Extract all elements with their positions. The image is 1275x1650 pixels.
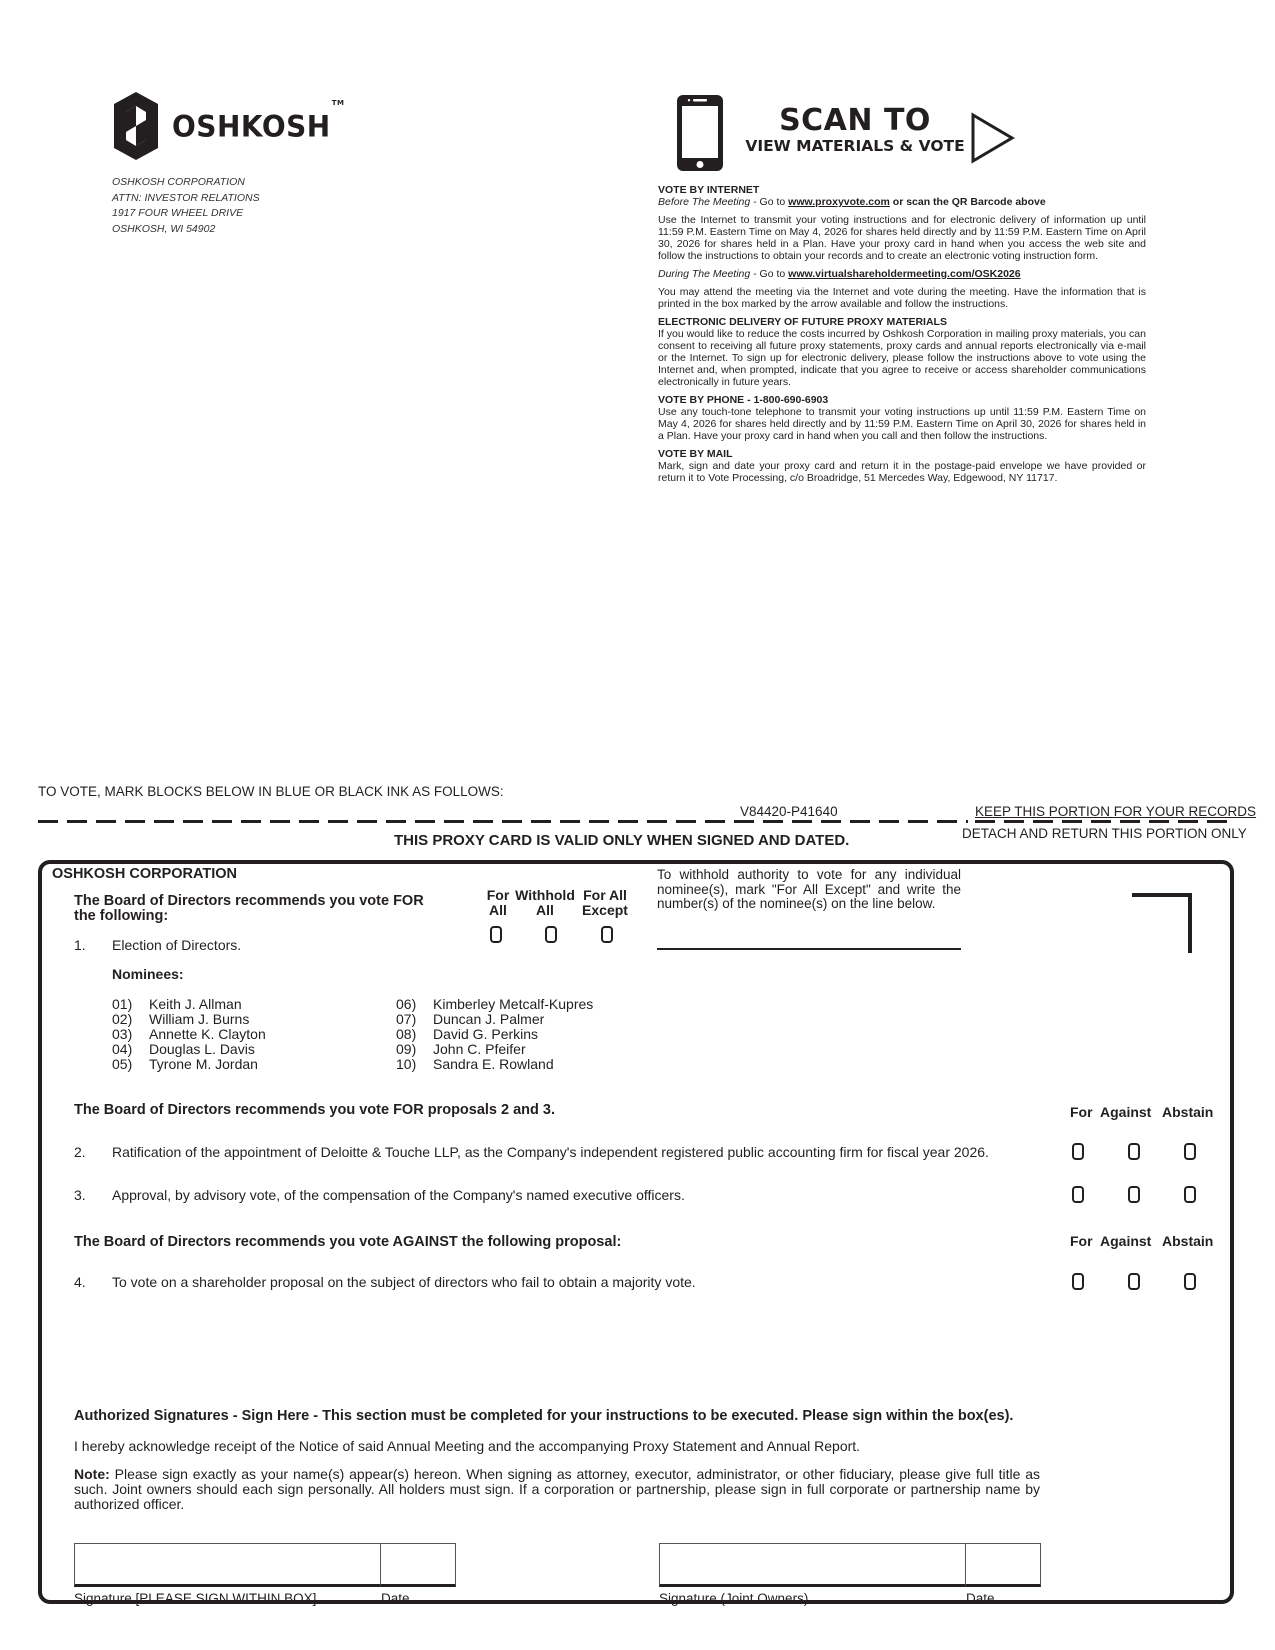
- mark-instructions: TO VOTE, MARK BLOCKS BELOW IN BLUE OR BLACK INK AS FOLLOWS:: [38, 784, 504, 799]
- scan-title: SCAN TO: [779, 103, 931, 138]
- date-box[interactable]: [380, 1543, 456, 1587]
- proposal-text: Ratification of the appointment of Deloitte & Touche LLP, as the Company's independent registered public accounting firm for fiscal year 2026.: [112, 1144, 989, 1160]
- vote-by-mail-heading: VOTE BY MAIL: [658, 448, 733, 460]
- for-all-except-checkbox[interactable]: [601, 926, 613, 943]
- keep-portion-label: KEEP THIS PORTION FOR YOUR RECORDS: [975, 804, 1257, 819]
- detach-line-right: [975, 820, 1233, 823]
- nominee-item: 10) Sandra E. Rowland: [396, 1056, 554, 1072]
- nominee-item: 01) Keith J. Allman: [112, 996, 242, 1012]
- for-column-header: For: [1070, 1233, 1093, 1249]
- joint-date-label: Date: [966, 1591, 995, 1606]
- virtual-meeting-link[interactable]: www.virtualshareholdermeeting.com/OSK2026: [788, 268, 1021, 280]
- for-all-checkbox[interactable]: [490, 926, 502, 943]
- note-label: Note:: [74, 1466, 110, 1482]
- proposal4-against-checkbox[interactable]: [1128, 1273, 1140, 1290]
- nominee-item: 02) William J. Burns: [112, 1011, 250, 1027]
- valid-notice: THIS PROXY CARD IS VALID ONLY WHEN SIGNED AND DATED.: [394, 832, 850, 849]
- section3-recommendation: The Board of Directors recommends you vote AGAINST the following proposal:: [74, 1234, 622, 1250]
- proxyvote-link[interactable]: www.proxyvote.com: [788, 196, 890, 208]
- for-all-except-header: For All Except: [582, 887, 628, 918]
- address-line: OSHKOSH CORPORATION: [112, 176, 245, 188]
- registration-corner-mark: [1132, 893, 1192, 953]
- for-all-header: For All: [486, 887, 510, 918]
- smartphone-icon: [676, 94, 724, 177]
- proposal-number: 3.: [74, 1187, 86, 1203]
- oshkosh-hexagon-icon: [112, 92, 160, 160]
- signing-note: [74, 1467, 1040, 1512]
- proposal3-abstain-checkbox[interactable]: [1184, 1186, 1196, 1203]
- company-wordmark: OSHKOSH™: [172, 98, 345, 144]
- control-number: V84420-P41640: [740, 804, 838, 819]
- scan-subtitle: VIEW MATERIALS & VOTE: [745, 137, 965, 155]
- detach-portion-label: DETACH AND RETURN THIS PORTION ONLY: [962, 826, 1247, 841]
- item-text: Election of Directors.: [112, 937, 242, 953]
- acknowledgement-text: I hereby acknowledge receipt of the Notice of said Annual Meeting and the accompanying Proxy Statement and Annual Report.: [74, 1438, 861, 1454]
- proposal-text: To vote on a shareholder proposal on the subject of directors who fail to obtain a majority vote.: [112, 1274, 696, 1290]
- withhold-all-checkbox[interactable]: [545, 926, 557, 943]
- joint-signature-label: Signature (Joint Owners): [659, 1591, 809, 1606]
- proposal2-for-checkbox[interactable]: [1072, 1143, 1084, 1160]
- detach-line: [38, 820, 968, 823]
- except-nominee-input-line[interactable]: [657, 948, 961, 950]
- address-line: ATTN: INVESTOR RELATIONS: [112, 191, 260, 204]
- signature-label: Signature [PLEASE SIGN WITHIN BOX]: [74, 1591, 317, 1606]
- during-meeting-body: You may attend the meeting via the Internet and vote during the meeting. Have the information that is printed in the box marked by the arrow available and follow the instructions.: [658, 286, 1146, 310]
- joint-date-box[interactable]: [965, 1543, 1041, 1587]
- abstain-column-header: Abstain: [1162, 1104, 1214, 1120]
- scan-to-vote-heading: [740, 105, 970, 155]
- proposal3-against-checkbox[interactable]: [1128, 1186, 1140, 1203]
- note-body: Please sign exactly as your name(s) appear(s) hereon. When signing as attorney, executor, administrator, or other fiduciary, please give full title as such. Joint owners should each sign personally. All holders must sign. If a corporation or partnership, please sign in full corporate or partnership name by authorized officer.: [74, 1466, 1040, 1512]
- vote-by-phone-heading: VOTE BY PHONE - 1-800-690-6903: [658, 394, 829, 406]
- nominees-heading: Nominees:: [112, 966, 184, 982]
- during-meeting-label: During The Meeting: [658, 268, 751, 280]
- during-meeting-line: [658, 268, 1146, 280]
- vote-by-phone-body: Use any touch-tone telephone to transmit your voting instructions up until 11:59 P.M. Eastern Time on May 4, 2026 for shares held directly and by 11:59 P.M. Eastern Time on April 30, 2026 for shares held in a Plan. Have your proxy card in hand when you call and then follow the instructions.: [658, 406, 1146, 442]
- nominee-item: 03) Annette K. Clayton: [112, 1026, 266, 1042]
- proposal4-abstain-checkbox[interactable]: [1184, 1273, 1196, 1290]
- card-company-name: OSHKOSH CORPORATION: [52, 866, 238, 882]
- nominee-list-right: [396, 997, 593, 1072]
- section1-recommendation: The Board of Directors recommends you vote FOR the following:: [74, 893, 424, 924]
- electronic-delivery-body: If you would like to reduce the costs incurred by Oshkosh Corporation in mailing proxy materials, you can consent to receiving all future proxy statements, proxy cards and annual reports electronically via e-mail or the Internet. To sign up for electronic delivery, please follow the instructions above to vote using the Internet and, when prompted, indicate that you agree to receive or access shareholder communications electronically in future years.: [658, 328, 1146, 388]
- return-address: [112, 175, 260, 237]
- proposal-text: Approval, by advisory vote, of the compensation of the Company's named executive officers.: [112, 1187, 685, 1203]
- joint-signature-box[interactable]: [659, 1543, 966, 1587]
- goto-text: - Go to: [750, 196, 789, 208]
- against-column-header: Against: [1100, 1104, 1152, 1120]
- internet-body: Use the Internet to transmit your voting instructions and for electronic delivery of information up until 11:59 P.M. Eastern Time on May 4, 2026 for shares held directly and by 11:59 P.M. Eastern Time on April 30, 2026 for shares held in a Plan. Have your proxy card in hand when you access the web site and follow the instructions to obtain your records and to create an electronic voting instruction form.: [658, 214, 1146, 262]
- date-label: Date: [381, 1591, 410, 1606]
- nominee-item: 08) David G. Perkins: [396, 1026, 539, 1042]
- nominee-item: 04) Douglas L. Davis: [112, 1041, 255, 1057]
- qr-text: or scan the QR Barcode above: [889, 196, 1046, 208]
- section2-recommendation: The Board of Directors recommends you vote FOR proposals 2 and 3.: [74, 1102, 556, 1118]
- withhold-instructions: To withhold authority to vote for any individual nominee(s), mark "For All Except" and write the number(s) of the nominee(s) on the line below.: [657, 867, 961, 911]
- vote-by-mail-body: Mark, sign and date your proxy card and return it in the postage-paid envelope we have provided or return it to Vote Processing, c/o Broadridge, 51 Mercedes Way, Edgewood, NY 11717.: [658, 460, 1146, 484]
- proposal2-against-checkbox[interactable]: [1128, 1143, 1140, 1160]
- withhold-all-header: Withhold All: [515, 887, 575, 918]
- nominee-list-left: [112, 997, 266, 1072]
- abstain-column-header: Abstain: [1162, 1233, 1214, 1249]
- proposal-number: 2.: [74, 1144, 86, 1160]
- proposal3-for-checkbox[interactable]: [1072, 1186, 1084, 1203]
- proposal-number: 4.: [74, 1274, 86, 1290]
- proposal4-for-checkbox[interactable]: [1072, 1273, 1084, 1290]
- voting-instructions: [658, 184, 1146, 484]
- nominee-item: 05) Tyrone M. Jordan: [112, 1056, 258, 1072]
- item-number: 1.: [74, 937, 86, 953]
- signature-box[interactable]: [74, 1543, 381, 1587]
- vote-by-internet-heading: VOTE BY INTERNET: [658, 184, 760, 196]
- goto-text: - Go to: [750, 268, 789, 280]
- oshkosh-logo: [112, 92, 345, 160]
- nominee-item: 06) Kimberley Metcalf-Kupres: [396, 996, 594, 1012]
- signatures-heading: Authorized Signatures - Sign Here - This section must be completed for your instructions to be executed. Please sign within the box(es).: [74, 1408, 1014, 1424]
- nominee-item: 07) Duncan J. Palmer: [396, 1011, 545, 1027]
- for-column-header: For: [1070, 1104, 1093, 1120]
- against-column-header: Against: [1100, 1233, 1152, 1249]
- play-arrow-icon: [970, 112, 1016, 169]
- address-line: 1917 FOUR WHEEL DRIVE: [112, 207, 244, 219]
- before-meeting-label: Before The Meeting: [658, 196, 751, 208]
- electronic-delivery-heading: ELECTRONIC DELIVERY OF FUTURE PROXY MATERIALS: [658, 316, 947, 328]
- address-line: OSHKOSH, WI 54902: [112, 222, 216, 235]
- proposal2-abstain-checkbox[interactable]: [1184, 1143, 1196, 1160]
- before-meeting-line: [658, 196, 1146, 208]
- nominee-item: 09) John C. Pfeifer: [396, 1041, 526, 1057]
